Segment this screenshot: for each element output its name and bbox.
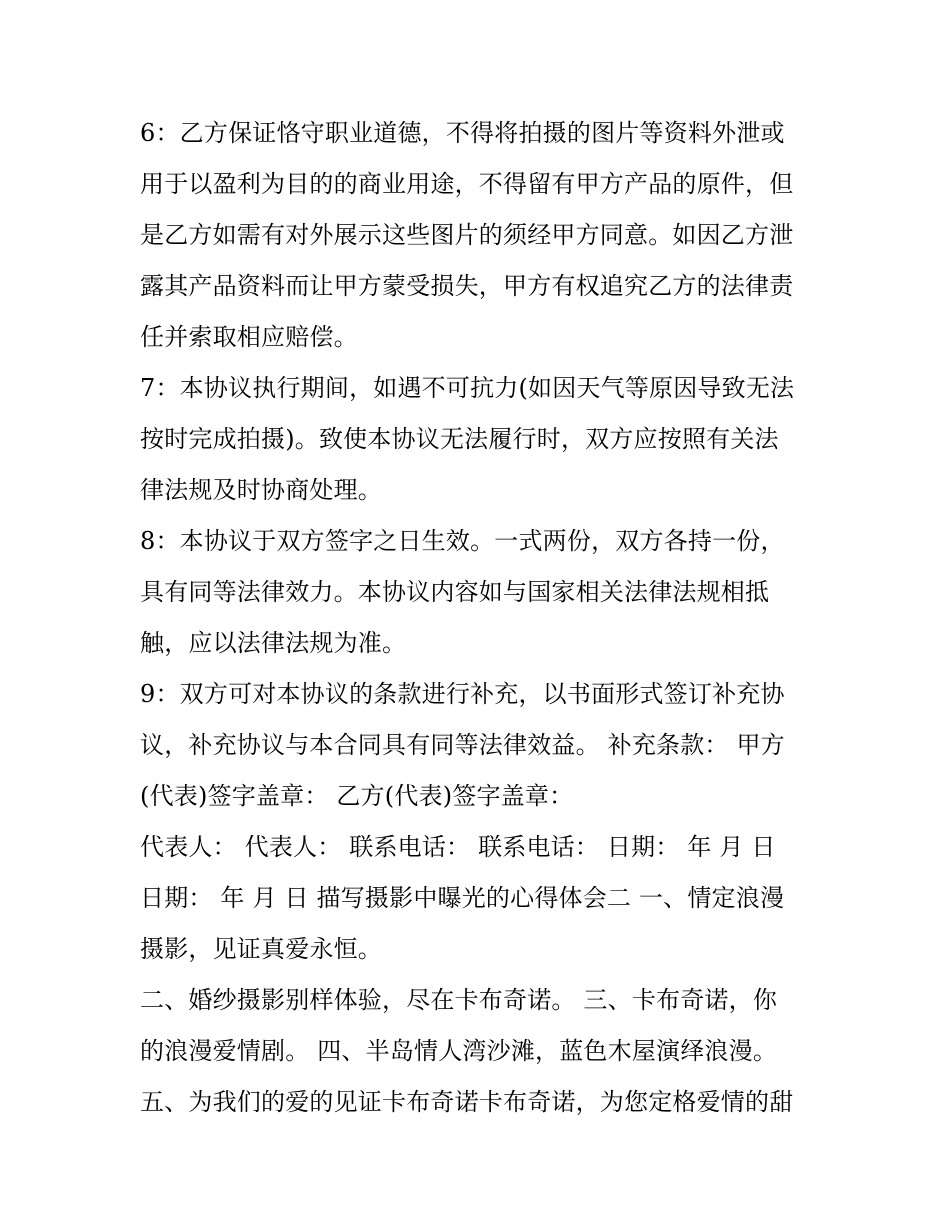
document-body xyxy=(140,108,820,1128)
text-line: 按时完成拍摄)。致使本协议无法履行时，双方应按照有关法 xyxy=(140,425,779,453)
text-line: 五、为我们的爱的见证卡布奇诺卡布奇诺，为您定格爱情的甜 xyxy=(140,1088,794,1116)
text-line: 7：本协议执行期间，如遇不可抗力(如因天气等原因导致无法 xyxy=(140,374,795,402)
text-line: 二、婚纱摄影别样体验，尽在卡布奇诺。 三、卡布奇诺，你 xyxy=(140,986,778,1014)
text-line: 日期： 年 月 日 描写摄影中曝光的心得体会二 一、情定浪漫 xyxy=(140,884,785,912)
text-line: 的浪漫爱情剧。 四、半岛情人湾沙滩，蓝色木屋演绎浪漫。 xyxy=(140,1037,778,1065)
text-line: 任并索取相应赔偿。 xyxy=(140,323,358,351)
text-line: 露其产品资料而让甲方蒙受损失，甲方有权追究乙方的法律责 xyxy=(140,272,794,300)
text-line: 是乙方如需有对外展示这些图片的须经甲方同意。如因乙方泄 xyxy=(140,221,794,249)
text-line: 具有同等法律效力。本协议内容如与国家相关法律法规相抵 xyxy=(140,578,770,606)
text-line: 律法规及时协商处理。 xyxy=(140,476,382,504)
text-line: 用于以盈利为目的的商业用途，不得留有甲方产品的原件，但 xyxy=(140,170,794,198)
text-line: (代表)签字盖章： 乙方(代表)签字盖章： xyxy=(140,782,574,810)
text-line: 议，补充协议与本合同具有同等法律效益。 补充条款： 甲方 xyxy=(140,731,785,759)
text-line: 8：本协议于双方签字之日生效。一式两份，双方各持一份， xyxy=(140,527,785,555)
text-line: 触，应以法律法规为准。 xyxy=(140,629,407,657)
text-line: 摄影，见证真爱永恒。 xyxy=(140,935,382,963)
text-line: 9：双方可对本协议的条款进行补充，以书面形式签订补充协 xyxy=(140,680,785,708)
text-line: 6：乙方保证恪守职业道德，不得将拍摄的图片等资料外泄或 xyxy=(140,119,785,147)
text-line: 代表人： 代表人： 联系电话： 联系电话： 日期： 年 月 日 xyxy=(140,833,776,861)
